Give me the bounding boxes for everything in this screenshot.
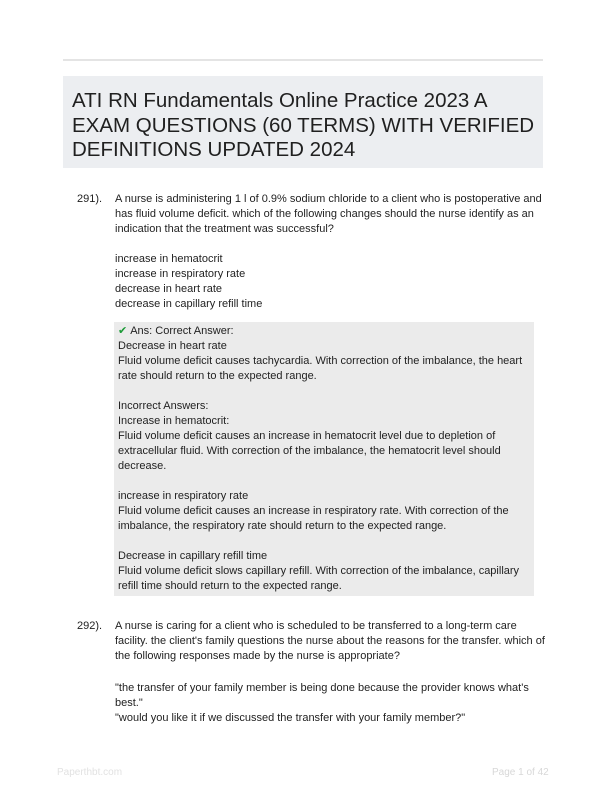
top-divider — [63, 59, 543, 61]
question-line: has fluid volume deficit. which of the following changes should the nurse identify as an — [115, 208, 534, 220]
answer-line: rate should return to the expected range. — [118, 370, 317, 382]
document-title-line: ATI RN Fundamentals Online Practice 2023 A — [72, 89, 488, 112]
footer-watermark: Paperthbt.com — [57, 767, 123, 778]
option-item: "the transfer of your family member is being done because the provider knows what's — [115, 682, 529, 694]
answer-line: extracellular fluid. With correction of the imbalance, the hematocrit level should — [118, 445, 501, 457]
answer-line: Decrease in heart rate — [118, 340, 227, 352]
answer-heading-text: Ans: Correct Answer: — [130, 325, 234, 337]
option-item: increase in respiratory rate — [115, 268, 246, 280]
question-line: facility. the client's family questions the nurse about the reasons for the transfer. which of — [115, 635, 545, 647]
answer-line: refill time should return to the expected range. — [118, 580, 342, 592]
answer-heading — [118, 324, 534, 339]
answer-line: Increase in hematocrit: — [118, 415, 230, 427]
question-text — [115, 619, 543, 664]
question-line: A nurse is administering 1 l of 0.9% sodium chloride to a client who is postoperative and — [115, 193, 542, 205]
answer-line: decrease. — [118, 460, 167, 472]
document-title-line: EXAM QUESTIONS (60 TERMS) WITH VERIFIED — [72, 113, 535, 137]
option-item: decrease in capillary refill time — [115, 298, 263, 310]
options-list — [115, 681, 543, 726]
answer-line: Fluid volume deficit slows capillary refill. With correction of the imbalance, capillary — [118, 565, 520, 577]
option-item: decrease in heart rate — [115, 283, 223, 295]
option-item: best." — [115, 697, 143, 709]
option-item: "would you like it if we discussed the transfer with your family member?" — [115, 712, 466, 724]
check-icon: ✔ — [118, 325, 128, 337]
page-number: Page 1 of 42 — [492, 767, 549, 778]
question-number: 292). — [77, 620, 103, 632]
document-title-line: DEFINITIONS UPDATED 2024 — [72, 138, 356, 161]
question-line: A nurse is caring for a client who is scheduled to be transferred to a long-term care — [115, 620, 517, 632]
question-line: indication that the treatment was successful? — [115, 223, 334, 235]
document-title-box — [63, 76, 543, 168]
answer-line: increase in respiratory rate — [118, 490, 249, 502]
answer-line: Decrease in capillary refill time — [118, 550, 268, 562]
answer-line: Incorrect Answers: — [118, 400, 209, 412]
answer-line: imbalance, the respiratory rate should return to the expected range. — [118, 520, 447, 532]
question-line: the following responses made by the nurse is appropriate? — [115, 650, 400, 662]
answer-line: Fluid volume deficit causes an increase in respiratory rate. With correction of the — [118, 505, 509, 517]
answer-line: Fluid volume deficit causes an increase in hematocrit level due to depletion of — [118, 430, 496, 442]
question-text — [115, 192, 543, 237]
option-item: increase in hematocrit — [115, 253, 223, 265]
question-number: 291). — [77, 193, 103, 205]
answer-box — [114, 322, 534, 596]
options-list — [115, 252, 543, 312]
answer-line: Fluid volume deficit causes tachycardia. With correction of the imbalance, the heart — [118, 355, 523, 367]
